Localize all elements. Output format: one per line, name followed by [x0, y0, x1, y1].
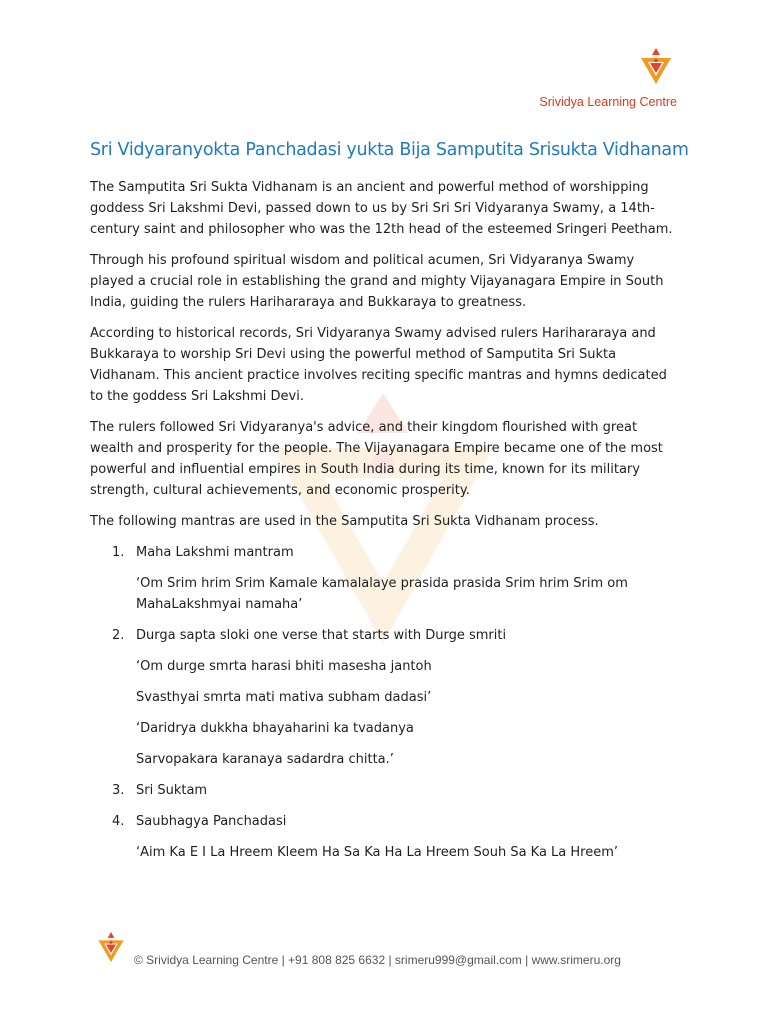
mantra-verse: ‘Aim Ka E I La Hreem Kleem Ha Sa Ka Ha La Hreem Souh Sa Ka La Hreem’ — [136, 845, 619, 860]
mantra-title: Saubhagya Panchadasi — [136, 814, 287, 829]
srividya-logo-icon — [96, 930, 126, 964]
list-number: 1. — [112, 545, 125, 560]
paragraph: The following mantras are used in the Samputita Sri Sukta Vidhanam process. — [90, 514, 599, 529]
mantra-list — [90, 542, 680, 863]
paragraph: According to historical records, Sri Vidyaranya Swamy advised rulers Harihararaya and Bukkaraya to worship Sri Devi using the powerful method of Samputita Sri Sukta Vidhanam. This ancient practice involves reciting specific mantras and hymns dedicated to the goddess Sri Lakshmi Devi. — [90, 326, 667, 404]
mantra-title: Sri Suktam — [136, 783, 208, 798]
list-item — [90, 625, 680, 770]
list-number: 2. — [112, 628, 125, 643]
list-item — [90, 542, 680, 615]
org-name: Srividya Learning Centre — [539, 95, 677, 109]
mantra-verse: ‘Om durge smrta harasi bhiti masesha jantoh — [136, 659, 432, 674]
paragraph: The rulers followed Sri Vidyaranya's advice, and their kingdom flourished with great wealth and prosperity for the people. The Vijayanagara Empire became one of the most powerful and influential empires in South India during its time, known for its military strength, cultural achievements, and economic prosperity. — [90, 420, 663, 498]
paragraph: The Samputita Sri Sukta Vidhanam is an ancient and powerful method of worshipping goddess Sri Lakshmi Devi, passed down to us by Sri Sri Sri Vidyaranya Swamy, a 14th-century saint and philosopher who was the 12th head of the esteemed Sringeri Peetham. — [90, 180, 673, 237]
mantra-verse: ‘Daridrya dukkha bhayaharini ka tvadanya — [136, 721, 414, 736]
mantra-verse: Svasthyai smrta mati mativa subham dadasi’ — [136, 690, 432, 705]
list-item — [90, 780, 680, 801]
mantra-title: Durga sapta sloki one verse that starts with Durge smriti — [136, 628, 507, 643]
list-number: 3. — [112, 783, 125, 798]
page-title: Sri Vidyaranyokta Panchadasi yukta Bija Samputita Srisukta Vidhanam — [90, 140, 689, 160]
paragraph: Through his profound spiritual wisdom and political acumen, Sri Vidyaranya Swamy played a crucial role in establishing the grand and mighty Vijayanagara Empire in South India, guiding the rulers Harihararaya and Bukkaraya to greatness. — [90, 253, 664, 310]
document-body — [90, 177, 680, 873]
footer-contact-info: © Srividya Learning Centre | +91 808 825 6632 | srimeru999@gmail.com | www.srimeru.org — [134, 953, 621, 967]
list-number: 4. — [112, 814, 125, 829]
mantra-verse: Sarvopakara karanaya sadardra chitta.’ — [136, 752, 394, 767]
mantra-title: Maha Lakshmi mantram — [136, 545, 294, 560]
srividya-logo-icon — [638, 46, 674, 86]
list-item — [90, 811, 680, 863]
mantra-verse: ‘Om Srim hrim Srim Kamale kamalalaye prasida prasida Srim hrim Srim om MahaLakshmyai namaha’ — [136, 576, 628, 612]
